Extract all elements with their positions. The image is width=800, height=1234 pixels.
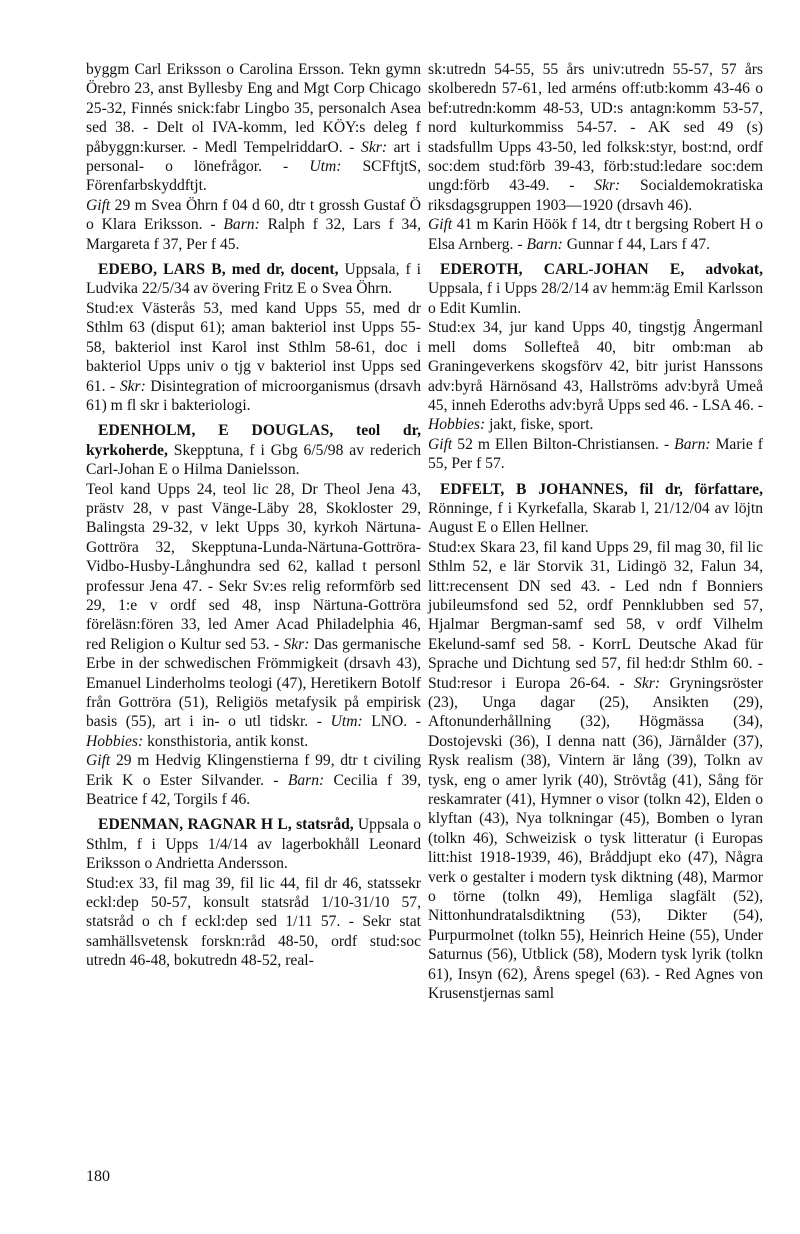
skr-label: Skr:: [283, 635, 310, 653]
entry-text: Socialdemokratiska riksdagsgruppen 1903—1920 (drsavh 46).: [428, 177, 763, 214]
entry-body: [428, 538, 763, 1004]
entry-birth: Rönninge, f i Kyrkefalla, Skarab l, 21/12/04 av löjtn August E o Ellen Hellner.: [428, 499, 763, 537]
barn-text: Marie f 55, Per f 57.: [428, 435, 763, 473]
left-column: [86, 60, 421, 971]
entry-birth: Uppsala, f i Ludvika 22/5/34 av övering Fritz E o Svea Öhrn.: [86, 261, 421, 298]
hobbies-label: Hobbies:: [428, 416, 486, 434]
entry-body: [86, 874, 421, 971]
gift-label: Gift: [86, 196, 111, 214]
entry-continuation: [86, 60, 421, 196]
page-number: 180: [86, 1168, 110, 1185]
entry-text: Stud:ex 34, jur kand Upps 40, tingstjg Ångermanl mell doms Sollefteå 40, bitr omb:man ab Graningeverkens skogsförv 42, bitr jurist Hanssons adv:byrå Härnösand 43, Hallströms adv:byrå Umeå 45, inneh Ederoths adv:byrå Upps sed 46. - LSA 46. -: [428, 319, 763, 414]
entry-gift: [86, 751, 421, 809]
entry-text: SCFftjtS, Förenfarbskyddftjt.: [86, 158, 421, 195]
entry-text: jakt, fiske, sport.: [485, 416, 594, 434]
entry-heading: [86, 815, 421, 873]
gift-text: 52 m Ellen Bilton-Christiansen. -: [452, 435, 675, 453]
entry-name: EDEBO, LARS B,: [98, 261, 226, 279]
entry-edebo: [86, 260, 421, 415]
entry-name: EDENHOLM, E DOUGLAS,: [98, 422, 334, 440]
entry-birth: Skepptuna, f i Gbg 6/5/98 av rederich Carl-Johan E o Hilma Danielsson.: [86, 441, 421, 479]
entry-edenholm: [86, 421, 421, 809]
skr-label: Skr:: [634, 674, 661, 692]
entry-text: art i personal- o lönefrågor. -: [86, 138, 422, 176]
skr-label: Skr:: [594, 177, 621, 195]
entry-body: [86, 299, 421, 415]
barn-text: Gunnar f 44, Lars f 47.: [562, 235, 711, 253]
entry-heading: [86, 421, 421, 479]
barn-label: Barn:: [526, 235, 563, 253]
gift-text: 29 m Hedvig Klingenstierna f 99, dtr t civiling Erik K o Ester Silvander. -: [86, 752, 421, 789]
entry-title: statsråd,: [291, 816, 354, 834]
entry-body: [86, 480, 421, 752]
utm-label: Utm:: [330, 713, 363, 731]
entry-text: Stud:ex Skara 23, fil kand Upps 29, fil mag 30, fil lic Sthlm 52, e lär Storvik 31, Lidingö 32, Falun 34, litt:recensent DN sed 43. - Led ndn f Bonniers jubileumsfond sed 52, ordf Pennklubben sed 57, Hjalmar Bergman-samf sed 58, v ordf Vilhelm Ekelund-samf sed 58. - KorrL Deutsche Akad für Sprache und Dichtung sed 57, fil hed:dr Sthlm 60. - Stud:resor i Europa 26-64. -: [428, 538, 763, 692]
entry-birth: Uppsala o Sthlm, f i Upps 1/4/14 av lagerbokhåll Leonard Eriksson o Andrietta Andersson.: [86, 816, 421, 873]
entry-heading: [428, 480, 763, 538]
entry-text: LNO. -: [362, 713, 421, 731]
entry-text: sk:utredn 54-55, 55 års univ:utredn 55-57, 57 års skolberedn 57-61, led arméns off:utb:komm 43-46 o bef:utredn:komm 48-53, UD:s antagn:komm 53-57, nord kulturkommiss 54-57. - AK sed 49 (s) stadsfullm Upps 43-50, led folksk:styr, bost:nd, ordf soc:dem stud:förb 39-43, förb:stud:ledare soc:dem ungd:förb 43-49. -: [428, 61, 763, 195]
entry-birth: Uppsala, f i Upps 28/2/14 av hemm:äg Emil Karlsson o Edit Kumlin.: [428, 280, 763, 317]
skr-label: Skr:: [361, 138, 388, 156]
entry-title: advokat,: [684, 261, 763, 279]
entry-title: teol dr, kyrkoherde,: [86, 422, 421, 459]
skr-label: Skr:: [119, 377, 146, 395]
entry-body: [428, 60, 763, 215]
barn-text: Cecilia f 39, Beatrice f 42, Torgils f 46.: [86, 771, 421, 809]
entry-title: med dr, docent,: [225, 261, 339, 279]
entry-name: EDEROTH, CARL-JOHAN E,: [440, 261, 685, 279]
entry-text: Das germanische Erbe in der schwedischen Frömmigkeit (drsavh 43), Emanuel Linderholms teologi (47), Heretikern Botolf från Gottröra (51), Religiös metafysik på empirisk basis (55), art i in- o utl tidskr. -: [86, 635, 421, 731]
entry-text: Teol kand Upps 24, teol lic 28, Dr Theol Jena 43, prästv 28, v past Vänge-Läby 28, Skokloster 29, Balingsta 29-32, v lekt Upps 30, kyrkoh Närtuna-Gottröra 32, Skepptuna-Lunda-Närtuna-Gottröra-Vidbo-Husby-Långhundra sed 62, kallad t personl professur Jena 47. - Sekr Sv:es relig reformförb sed 29, 1:e v ordf sed 48, insp Närtuna-Gottröra föreläsn:fören 33, led Amer Acad Philadelphia 46, red Religion o Kultur sed 53. -: [86, 480, 421, 653]
gift-text: 41 m Karin Höök f 14, dtr t bergsing Robert H o Elsa Arnberg. -: [428, 216, 763, 253]
entry-title: fil dr, författare,: [627, 480, 764, 498]
gift-label: Gift: [86, 752, 111, 770]
gift-label: Gift: [428, 435, 453, 453]
entry-edenman: [86, 815, 421, 970]
barn-text: Ralph f 32, Lars f 34, Margareta f 37, Per f 45.: [86, 216, 421, 253]
barn-label: Barn:: [223, 216, 260, 234]
entry-text: Disintegration of microorganismus (drsavh 61) m fl skr i bakteriologi.: [86, 377, 421, 414]
entry-text: byggm Carl Eriksson o Carolina Ersson. Tekn gymn Örebro 23, anst Byllesby Eng and Mgt Corp Chicago 25-32, Finnés snick:fabr Lingbo 35, personalch Asea sed 38. - Delt ol IVA-komm, led KÖY:s deleg f påbyggn:kurser. - Medl TempelriddarO. -: [86, 61, 421, 156]
gift-label: Gift: [428, 216, 453, 234]
entry-name: EDFELT, B JOHANNES,: [440, 480, 628, 498]
gift-text: 29 m Svea Öhrn f 04 d 60, dtr t grossh Gustaf Ö o Klara Eriksson. -: [86, 196, 421, 234]
entry-edfelt: [428, 480, 763, 1004]
hobbies-label: Hobbies:: [86, 732, 144, 750]
entry-heading: [86, 260, 421, 299]
entry-gift: [428, 215, 763, 254]
utm-label: Utm:: [309, 158, 342, 176]
entry-text: Stud:ex Västerås 53, med kand Upps 55, med dr Sthlm 63 (disput 61); aman bakteriol inst Upps 55-58, bakteriol inst Karol inst Sthlm 58-61, doc i bakteriol Upps univ o tjg v bakteriol inst Upps sed 61. -: [86, 299, 421, 395]
entry-body: [428, 318, 763, 434]
entry-ederoth: [428, 260, 763, 473]
barn-label: Barn:: [674, 435, 711, 453]
entry-text: konsthistoria, antik konst.: [143, 732, 309, 750]
entry-name: EDENMAN, RAGNAR H L,: [98, 816, 292, 834]
entry-text: Stud:ex 33, fil mag 39, fil lic 44, fil dr 46, statssekr eckl:dep 50-57, konsult statsråd 1/10-31/10 57, statsråd o ch f eckl:dep sed 1/11 57. - Sekr stat samhällsvetensk forskn:råd 48-50, ordf stud:soc utredn 46-48, bokutredn 48-52, real-: [86, 874, 421, 970]
entry-gift: [86, 196, 421, 254]
right-column: [428, 60, 763, 1004]
entry-heading: [428, 260, 763, 318]
barn-label: Barn:: [287, 771, 325, 789]
entry-text: Gryningsröster (23), Unga dagar (25), Ansikten (29), Aftonunderhållning (32), Högmässa (34), Dostojevski (36), I denna natt (36), Järnålder (37), Rysk realism (38), Vintern är lång (39), Tolkn av tysk, eng o amer lyrik (40), Strövtåg (41), Sång för reskamrater (41), Hymner o visor (tolkn 42), Elden o klyftan (43), Nya tolkningar (45), Bomben o lyran (tolkn 46), Schweizisk o tysk litteratur (i Europas litt:hist 1918-1939, 46), Bråddjupt eko (47), Några verk o gestalter i modern tysk diktning (48), Marmor o törne (tolkn 49), Hemliga slagfält (52), Nittonhundratalsdiktning (53), Dikter (54), Purpurmolnet (tolkn 55), Heinrich Heine (55), Under Saturnus (56), Utblick (58), Modern tysk lyrik (tolkn 61), Insyn (62), Årens spegel (63). - Red Agnes von Krusenstjernas saml: [428, 674, 763, 1003]
entry-gift: [428, 435, 763, 474]
entry-edenman-continued: [428, 60, 763, 254]
